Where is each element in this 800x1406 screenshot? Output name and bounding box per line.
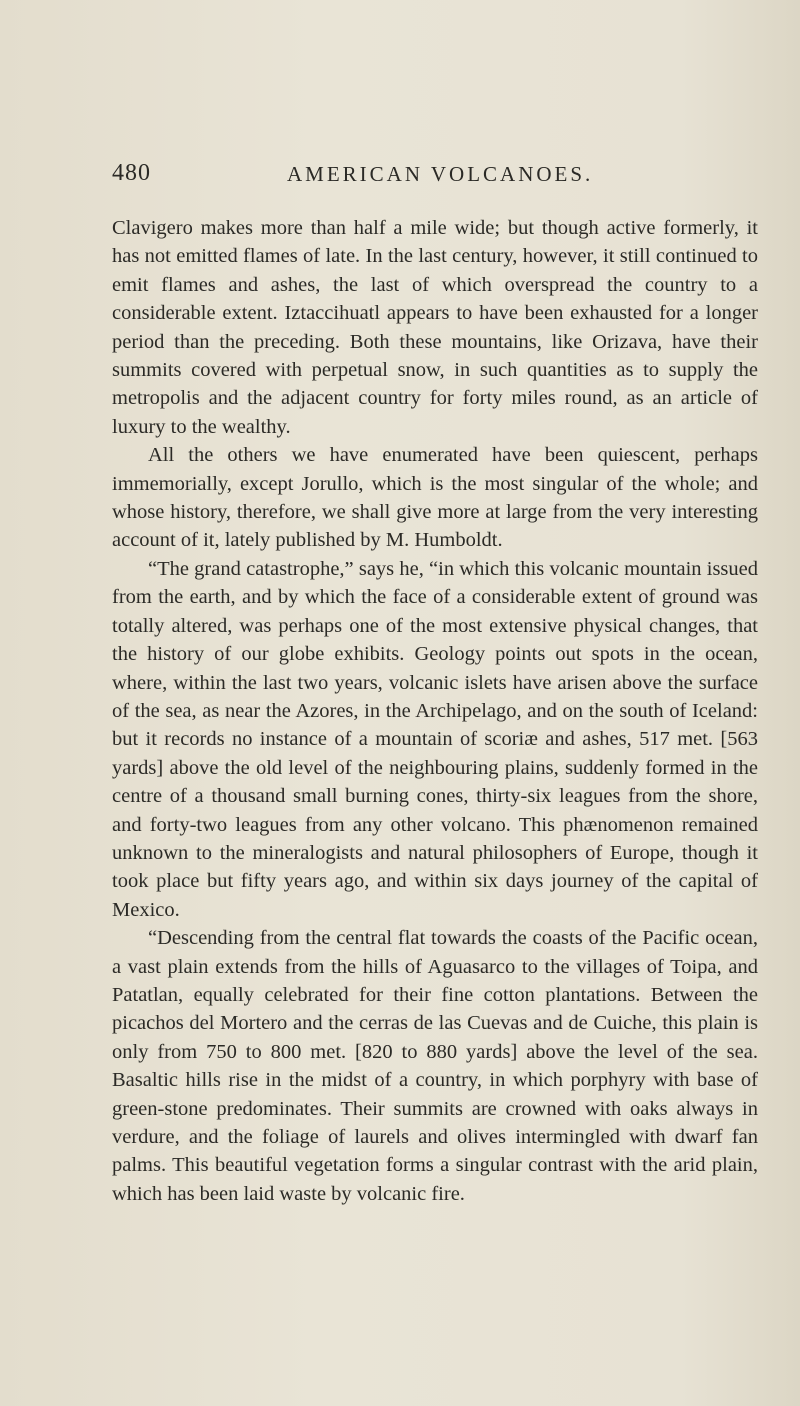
body-text [112, 214, 758, 1208]
paragraph: “The grand catastrophe,” says he, “in which this volcanic mountain issued from the earth, and by which the face of a considerable extent of ground was totally altered, was perhaps one of the most extensive physical changes, that the history of our globe exhibits. Geology points out spots in the ocean, where, within the last two years, volcanic islets have arisen above the surface of the sea, as near the Azores, in the Archipelago, and on the south of Iceland: but it records no instance of a mountain of scoriæ and ashes, 517 met. [563 yards] above the old level of the neighbouring plains, suddenly formed in the centre of a thousand small burning cones, thirty-six leagues from the shore, and forty-two leagues from any other volcano. This phænomenon remained unknown to the mineralogists and natural philosophers of Europe, though it took place but fifty years ago, and within six days journey of the capital of Mexico. [112, 557, 758, 921]
page-number: 480 [112, 160, 151, 186]
paragraph: “Descending from the central flat towards the coasts of the Pacific ocean, a vast plain extends from the hills of Aguasarco to the villages of Toipa, and Patatlan, equally celebrated for their fine cotton plantations. Between the picachos del Mortero and the cerras de las Cuevas and de Cuiche, this plain is only from 750 to 800 met. [820 to 880 yards] above the level of the sea. Basaltic hills rise in the midst of a country, in which porphyry with base of green-stone predominates. Their summits are crowned with oaks always in verdure, and the foliage of laurels and olives intermingled with dwarf fan palms. This beautiful vegetation forms a singular contrast with the arid plain, which has been laid waste by volcanic fire. [112, 927, 758, 1205]
paragraph: All the others we have enumerated have been quiescent, perhaps immemorially, except Jorullo, which is the most singular of the whole; and whose history, therefore, we shall give more at large from the very interesting account of it, lately published by M. Humboldt. [112, 444, 758, 552]
running-head: AMERICAN VOLCANOES. [287, 162, 594, 186]
paragraph: Clavigero makes more than half a mile wide; but though active formerly, it has not emitted flames of late. In the last century, however, it still continued to emit flames and ashes, the last of which overspread the country to a considerable extent. Iztaccihuatl appears to have been exhausted for a longer period than the preceding. Both these mountains, like Orizava, have their summits covered with perpetual snow, in such quantities as to supply the metropolis and the adjacent country for forty miles round, as an article of luxury to the wealthy. [112, 217, 758, 438]
page-header [112, 160, 752, 194]
